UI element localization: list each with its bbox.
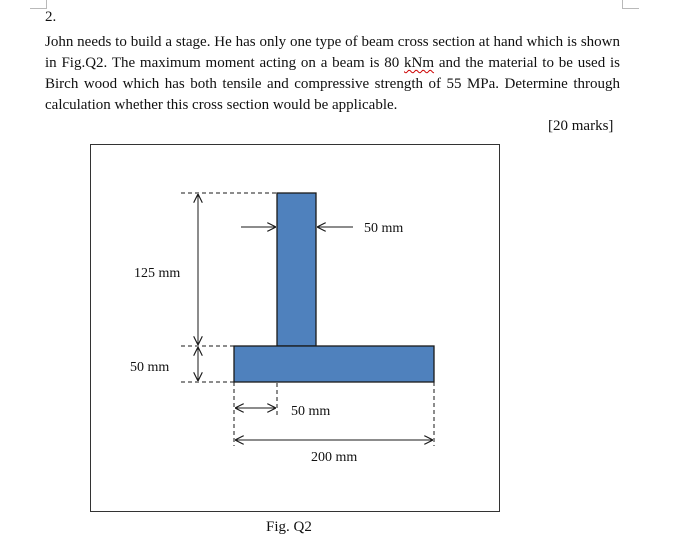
- web-rectangle: [277, 193, 316, 346]
- web-height-label: 125 mm: [134, 266, 181, 281]
- flange-width-label: 200 mm: [311, 450, 358, 465]
- flange-offset-label: 50 mm: [291, 404, 331, 419]
- question-text-part-2: and the material to be used is Birch wood which has both tensile and compressive strength of 55 MPa. Determine through calculation whether this cross section would be applicable.: [45, 55, 621, 113]
- marks-label: [20 marks]: [548, 118, 614, 134]
- flange-thickness-label: 50 mm: [130, 360, 170, 375]
- question-text: [45, 32, 620, 116]
- web-width-label: 50 mm: [364, 221, 404, 236]
- page-corner-mark-left: [30, 0, 47, 9]
- beam-section-diagram: [91, 145, 499, 511]
- figure-caption: Fig. Q2: [266, 519, 312, 535]
- page-corner-mark-right: [622, 0, 639, 9]
- question-number: 2.: [45, 9, 57, 25]
- flange-rectangle: [234, 346, 434, 382]
- figure-frame: [90, 144, 500, 512]
- spellcheck-flagged-word: kNm: [404, 55, 435, 71]
- question-text-part-1: John needs to build a stage. He has only one type of beam cross section at hand which is shown in Fig.Q2. The maximum moment acting on a beam is 80: [45, 34, 620, 71]
